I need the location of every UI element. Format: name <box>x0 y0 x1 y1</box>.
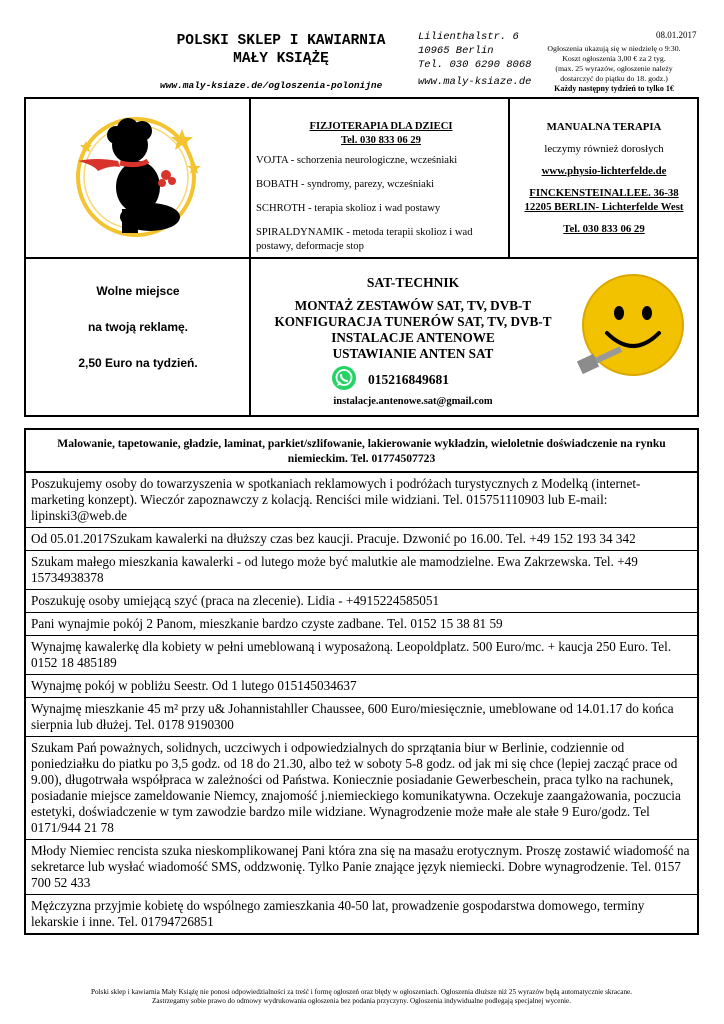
shop-website[interactable]: www.maly-ksiaze.de <box>418 76 532 88</box>
whatsapp-icon <box>331 365 357 391</box>
smiley-satellite-dish-icon <box>571 267 691 397</box>
sat-technik-title: SAT-TECHNIK <box>366 275 460 290</box>
sat-technik-email[interactable]: instalacje.antenowe.sat@gmail.com <box>333 396 493 407</box>
physiotherapy-children-text: FIZJOTERAPIA DLA DZIECI Tel. 030 833 06 29 VOJTA - schorzenia neurologiczne, wcześniaki BOBATH - syndromy, parezy, wcześniaki SCHROTH - terapia skolioz i wad postawy SPIRALDYNAMIK - metoda terapii skolioz i wad postawy, deformacje stop <box>256 121 473 252</box>
manual-therapy-website-link[interactable]: www.physio-lichterfelde.de <box>541 165 667 177</box>
classified-ads-list <box>24 428 699 935</box>
list-item: Poszukujemy osoby do towarzyszenia w spotkaniach reklamowych i podróżach turystycznych z Modelką (internet-marketing konzept). Wieczór zapoznawczy z kolacją. Renciści mile widziani. Tel. 015751110903 lub E-mail: lipinski3@web.de <box>26 473 697 528</box>
list-item: Wynajmę kawalerkę dla kobiety w pełni umeblowaną i wyposażoną. Leopoldplatz. 500 Euro/mc. + kaucja 250 Euro. Tel. 0152 18 485189 <box>26 636 697 675</box>
sat-technik-phone: 015216849681 <box>368 372 449 387</box>
shop-url[interactable]: www.maly-ksiaze.de/ogloszenia-polonijne <box>160 80 383 91</box>
list-item: Mężczyzna przyjmie kobietę do wspólnego zamieszkania 40-50 lat, prowadzenie gospodarstwa domowego, terminy lekarskie i inne. Tel. 01794726851 <box>31 898 645 929</box>
list-item: Wynajmę pokój w pobliżu Seestr. Od 1 lutego 015145034637 <box>26 675 697 698</box>
list-item: Malowanie, tapetowanie, gładzie, laminat, parkiet/szlifowanie, lakierowanie wykładzin, wieloletnie doświadczenie na rynku niemieckim. Tel. 01774507723 <box>26 430 697 473</box>
list-item: Poszukuję osoby umiejącą szyć (praca na zlecenie). Lidia - +4915224585051 <box>26 590 697 613</box>
list-item: Szukam Pań poważnych, solidnych, uczciwych i odpowiedzialnych do sprzątania biur w Berlinie, codziennie od poniedziałku do piatku po 3,5 godz. od 18 do 21.30, albo też w soboty 5-8 godz. od jak mi się chce (lepiej zacząć prace od 9.00), długotrwała współpraca w zależności od Państwa. Koniecznie posiadanie Gewerbeschein, praca tylko na rachunek, posiadanie miejsce zameldowanie Niemcy, znajomość j.niemieckiego komunikatywna. Oczekuje zaangażowania, poczucia estetyki, doświadczenie w tym zawodzie bardzo mile widziane. Wynagrodzenie może małe ale stałe 9 Euro/godz. Tel 0171/944 21 78 <box>26 737 697 840</box>
shop-title: POLSKI SKLEP I KAWIARNIA MAŁY KSIĄŻĘ <box>176 33 386 67</box>
shop-address: Lilienthalstr. 6 10965 Berlin Tel. 030 6290 8068 <box>418 31 532 71</box>
little-prince-logo-icon <box>26 99 249 257</box>
free-ad-space-text: Wolne miejsce na twoją reklamę. 2,50 Euro na tydzień. <box>78 284 198 370</box>
logo-box <box>24 97 251 259</box>
manual-therapy-text: MANUALNA TERAPIA leczymy również dorosłych www.physio-lichterfelde.de FINCKENSTEINALLEE. 36-38 12205 BERLIN- Lichterfelde West Tel. 030 833 06 29 <box>512 120 696 236</box>
issue-date: 08.01.2017 <box>656 30 697 40</box>
list-item: Młody Niemiec rencista szuka nieskomplikowanej Pani która zna się na masażu erotycznym. Proszę zostawić wiadomość na sekretarce lub wysłać wiadomość SMS, oddzwonię. Tylko Panie znające język niemiecki. Dobre wynagrodzenie. Tel. 0157 700 52 433 <box>26 840 697 895</box>
list-item: Szukam małego mieszkania kawalerki - od lutego może być malutkie ale mamodzielne. Ewa Zakrzewska. Tel. +49 15734938378 <box>26 551 697 590</box>
sat-technik-services: MONTAŻ ZESTAWÓW SAT, TV, DVB-T KONFIGURACJA TUNERÓW SAT, TV, DVB-T INSTALACJE ANTENOWE USTAWIANIE ANTEN SAT <box>274 298 552 361</box>
footer-disclaimer: Polski sklep i kawiarnia Mały Książę nie ponosi odpowiedzialności za treść i formę ogłoszeń oraz błędy w ogłoszeniach. Ogłoszenia dłuższe niż 25 wyrazów będą automatycznie skracane. Zastrzegamy sobie prawo do odmowy wydrukowania ogłoszenia bez podania przyczyny. Ogłoszenia indywidualne podlegają specjalnej wycenie. <box>90 988 633 1005</box>
list-item: Od 05.01.2017Szukam kawalerki na dłuższy czas bez kaucji. Pracuje. Dzwonić po 16.00. Tel. +49 152 193 34 342 <box>26 528 697 551</box>
list-item: Wynajmę mieszkanie 45 m² przy u& Johannistahller Chaussee, 600 Euro/miesięcznie, umeblowane od 14.01.17 do końca sierpnia lub dłużej. Tel. 0178 9190300 <box>26 698 697 737</box>
list-item: Pani wynajmie pokój 2 Panom, mieszkanie bardzo czyste zadbane. Tel. 0152 15 38 81 59 <box>26 613 697 636</box>
pricing-notice: Ogłoszenia ukazują się w niedzielę o 9:30. Koszt ogłoszenia 3,00 € za 2 tyg. (max. 25 wyrazów, ogłoszenie należy dostarczyć do piątku do 18. godz.) Każdy następny tydzień to tylko 1€ <box>547 44 681 93</box>
